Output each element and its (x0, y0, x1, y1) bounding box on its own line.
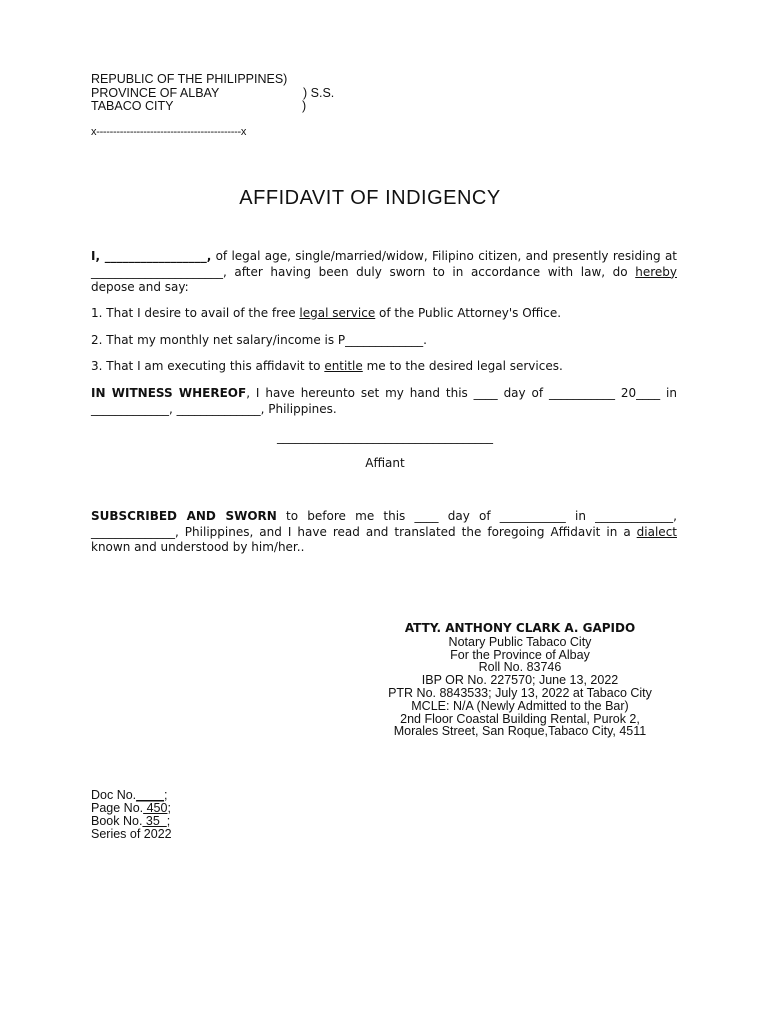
item-1-underlined: legal service (299, 306, 376, 320)
witness-text: , I have hereunto set my hand this ____ day of ___________ 20____ in _____________, ______________, Philippines. (91, 386, 677, 416)
venue-city: TABACO CITY (91, 99, 174, 113)
notary-line-1: Notary Public Tabaco City (448, 634, 592, 649)
jurat-heading: SUBSCRIBED AND SWORN (91, 509, 277, 523)
notary-address-2: Morales Street, San Roque,Tabaco City, 4511 (393, 724, 647, 739)
item-3-pre: 3. That I am executing this affidavit to (91, 359, 325, 373)
witness-paragraph (91, 386, 677, 417)
intro-text-end: depose and say: (91, 280, 189, 294)
witness-heading: IN WITNESS WHEREOF (91, 386, 247, 400)
book-no-value: 35 (142, 814, 167, 828)
intro-i: I (91, 249, 96, 263)
notary-ptr: PTR No. 8843533; July 13, 2022 at Tabaco City (388, 685, 652, 700)
notary-roll: Roll No. 83746 (478, 660, 562, 675)
jurat-paragraph (91, 509, 677, 556)
jurat-dialect: dialect (636, 524, 677, 539)
book-no-label: Book No. (91, 814, 143, 828)
page-no-label: Page No. (91, 801, 144, 815)
series: Series of 2022 (91, 827, 172, 841)
book-no-end: ; (166, 814, 171, 828)
item-3 (91, 359, 677, 375)
intro-hereby: hereby (635, 264, 677, 279)
venue-ss: ) S.S. (303, 86, 335, 100)
document-title: AFFIDAVIT OF INDIGENCY (239, 187, 501, 209)
doc-no-end: ; (163, 788, 168, 802)
item-1-pre: 1. That I desire to avail of the free (91, 306, 300, 320)
intro-paragraph (91, 249, 677, 296)
jurat-text: to before me this ____ day of ___________ in _____________, ______________, Philippines, and I have read and translated the foregoing Affidavit in a (91, 509, 677, 539)
notary-block (360, 622, 680, 738)
item-3-underlined: entitle (324, 359, 363, 373)
notarial-register (91, 789, 172, 841)
notary-mcle: MCLE: N/A (Newly Admitted to the Bar) (411, 698, 629, 713)
venue-paren: ) (302, 99, 307, 113)
page-no-value: 450 (143, 801, 168, 815)
signature-line: ____________________________________ (277, 430, 493, 444)
item-2: 2. That my monthly net salary/income is P_____________. (91, 333, 427, 347)
doc-no-label: Doc No. (91, 788, 137, 802)
intro-name-blank: , _________________, (95, 249, 212, 263)
item-1-post: of the Public Attorney's Office. (375, 306, 562, 320)
venue-separator: x-------------------------------------------x (91, 126, 247, 138)
notary-ibp: IBP OR No. 227570; June 13, 2022 (421, 673, 619, 688)
page-no-end: ; (167, 801, 171, 815)
intro-text: of legal age, single/married/widow, Filipino citizen, and presently residing at ______________________, after having been duly sworn to in accordance with law, do (91, 249, 678, 279)
venue-republic: REPUBLIC OF THE PHILIPPINES) (91, 72, 288, 86)
item-3-post: me to the desired legal services. (362, 359, 563, 373)
notary-name: ATTY. ANTHONY CLARK A. GAPIDO (404, 621, 636, 635)
affiant-label: Affiant (365, 456, 405, 470)
jurat-text-end: known and understood by him/her.. (91, 540, 305, 554)
venue-province: PROVINCE OF ALBAY (91, 86, 220, 100)
notary-address-1: 2nd Floor Coastal Building Rental, Purok 2, (400, 711, 640, 726)
notary-line-2: For the Province of Albay (450, 647, 590, 662)
item-1 (91, 306, 677, 322)
doc-no-value: ____ (136, 788, 164, 802)
